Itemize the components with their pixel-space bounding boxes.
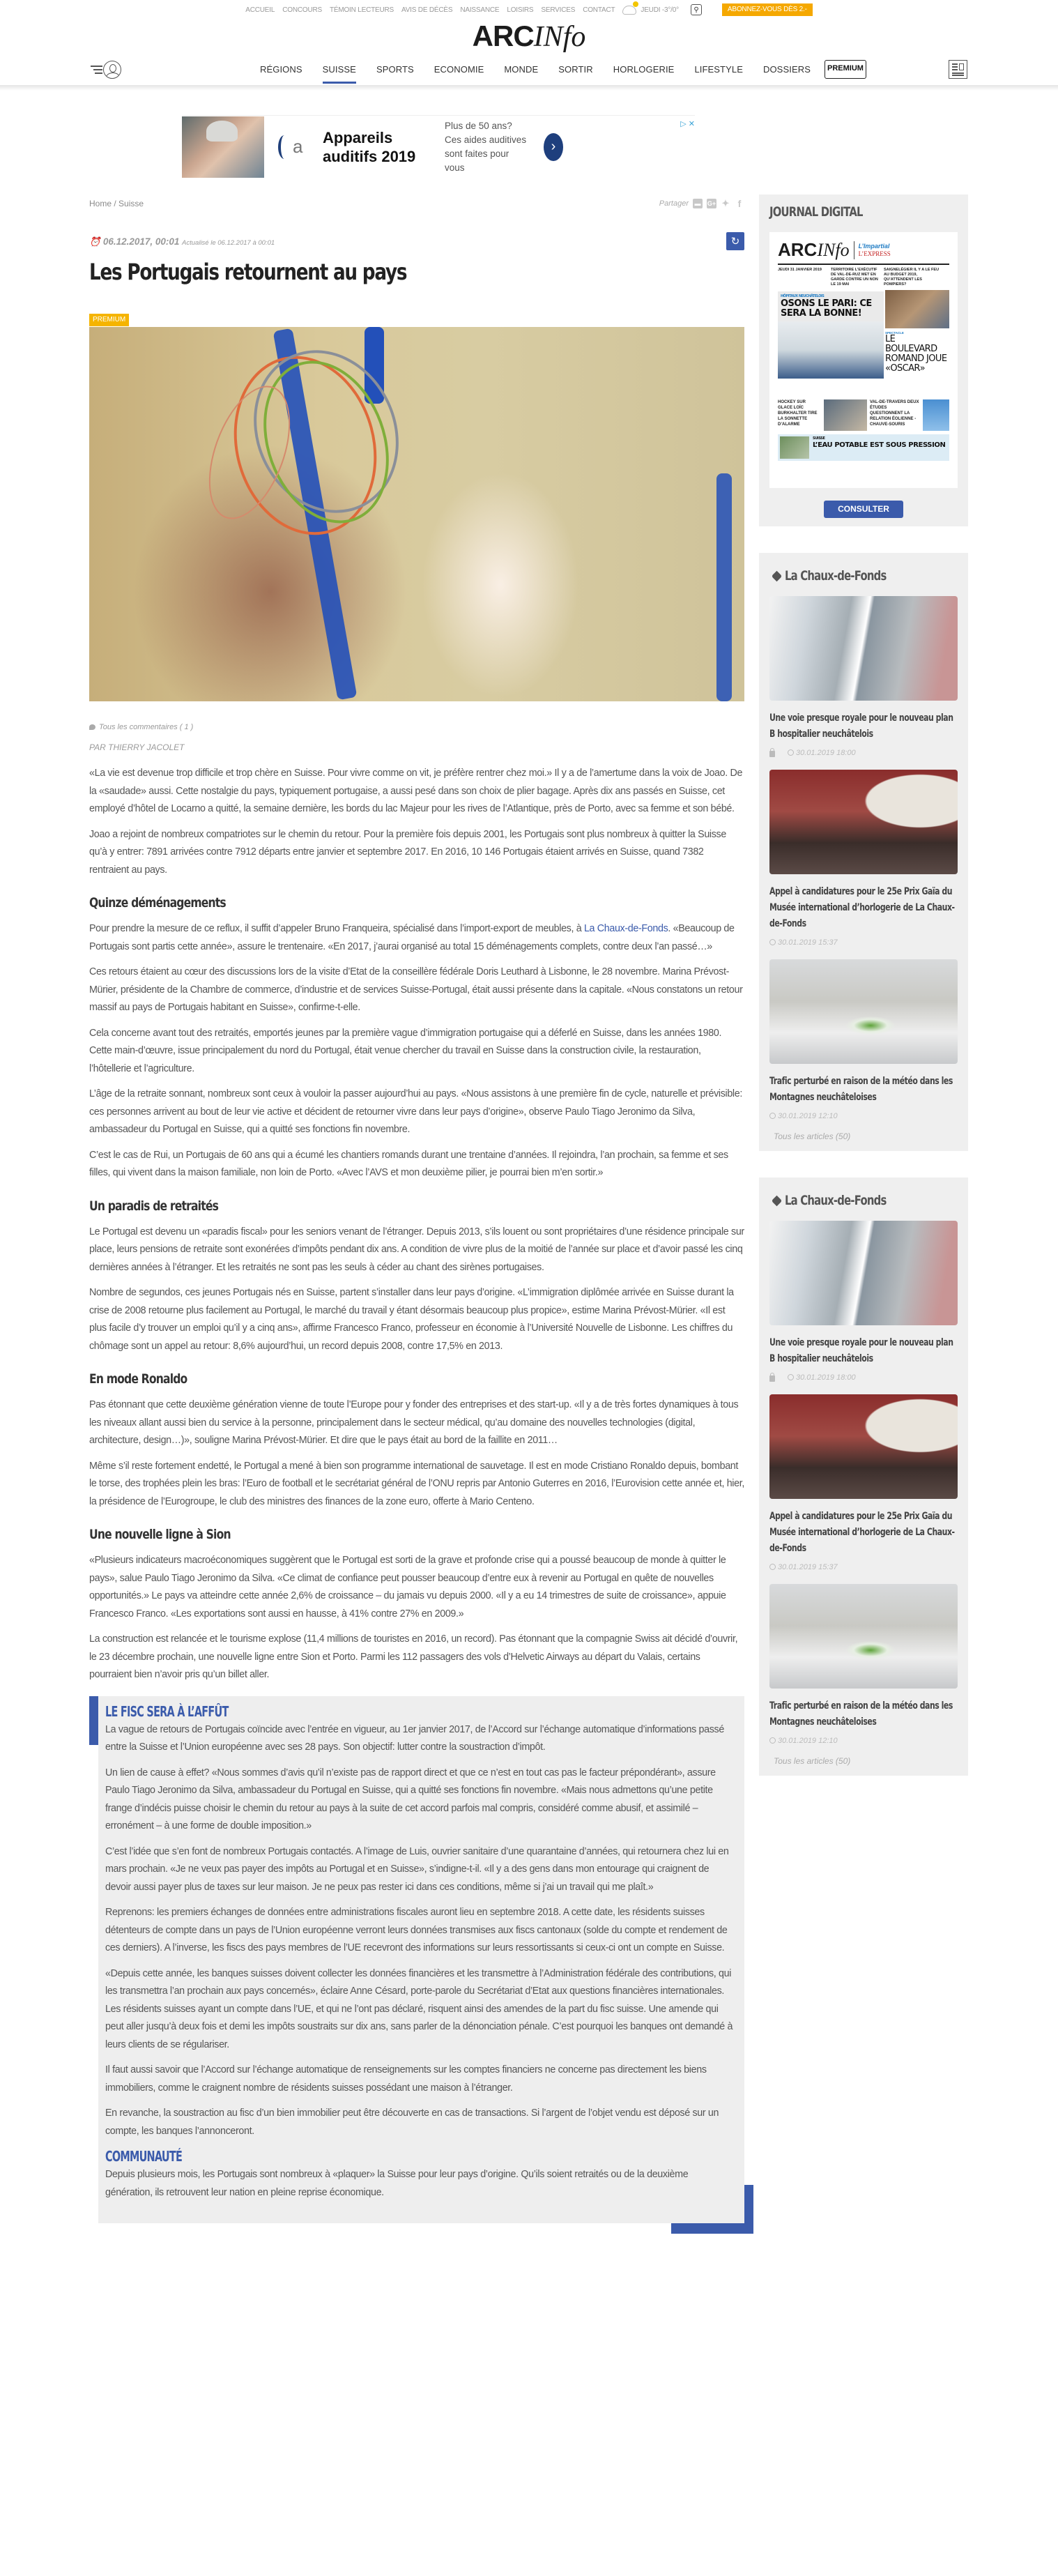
nav-item-horlogerie[interactable]: HORLOGERIE [613,64,675,75]
all-articles-link[interactable]: Tous les articles (50) [774,1131,851,1141]
tag-icon [772,1195,783,1206]
box-paragraph: «Depuis cette année, les banques suisses doivent collecter les données financières et les transmettre à l’Administration fédérale des contributions, qui les transmettra l’an prochain aux pays concernés», éclaire Anne Césard, porte-parole du Secrétariat d’Etat aux questions financières internationales. Les résidents suisses ayant un compte dans l’UE, et qui ne l’ont pas déclaré, risquent ainsi des amendes de la part du fisc suisse. Une amende qui peut aller jusqu’à deux fois et demi les impôts soustraits sur dix ans, sans parler de la dénonciation pénale. C’est pourquoi les banques ont demandé à leurs clients de se régulariser. [105,1967,733,2050]
paragraph: Cela concerne avant tout des retraités, emportés jeunes par la première vague d’immigration portugaise qui a déferlé en Suisse, dans les années 1980. Cette main-d’œuvre, issue principalement du nord du Portugal, était venue chercher du travail en Suisse dans la construction civile, la restauration, l’hôtellerie et l’agriculture. [89,1027,722,1074]
publish-date: 06.12.2017, 00:01 [102,236,180,247]
facebook-icon[interactable]: f [737,198,742,209]
comments-link[interactable] [89,723,193,731]
epaper-icon[interactable] [949,60,967,79]
hero-image [89,327,744,701]
nav-item-monde[interactable]: MONDE [504,64,539,75]
share-label: Partager [659,199,689,208]
ad-arrow-button[interactable] [544,133,563,161]
ad-choices-icon[interactable]: ▷ ✕ [680,120,695,128]
paragraph-text: Pour prendre la mesure de ce reflux, il suffit d’appeler Bruno Franqueira, spécialisé dans l’import-export de meubles, à [89,923,584,934]
lock-icon [769,1375,775,1382]
comment-icon [89,724,95,730]
section-heading: Un paradis de retraités [89,1198,219,1214]
list-item[interactable] [769,1221,958,1382]
cover-pub-express: L’EXPRESS [858,250,891,257]
consult-button[interactable]: CONSULTER [824,501,903,518]
article-body [89,765,744,2223]
article-title: Les Portugais retournent au pays [89,259,407,285]
util-link-concours[interactable]: CONCOURS [282,6,322,14]
nav-item-suisse[interactable]: SUISSE [323,64,356,79]
nav-item-sports[interactable]: SPORTS [376,64,414,75]
article-headline[interactable]: Appel à candidatures pour le 25e Prix Gaïa du Musée international d’horlogerie de La Chaux-de-Fonds [769,886,955,929]
info-box [89,1696,744,2224]
cover-date: JEUDI 31 JANVIER 2019 [778,268,822,272]
article-time: 30.01.2019 15:37 [778,938,838,947]
premium-badge: PREMIUM [89,314,129,326]
cover-teaser: TERRITOIRE L’EXÉCUTIF DE VAL-DE-RUZ MET EN GARDE CONTRE UN NON LE 19 MAI [831,268,878,287]
sidebar [759,195,968,1802]
article-thumbnail[interactable] [769,1394,958,1499]
util-link-accueil[interactable]: ACCUEIL [245,6,275,14]
paragraph: C’est le cas de Rui, un Portugais de 60 ans qui a écumé les chantiers romands durant une trentaine d’années. Il rejoindra, l’an prochain, sa femme et ses filles, qui vivent dans la maison familiale, non loin de Porto. «Avec l’AVS et mon deuxième pilier, je pourrai bien m’en sortir.» [89,1149,728,1178]
article-headline[interactable]: Trafic perturbé en raison de la météo dans les Montagnes neuchâteloises [769,1076,953,1103]
cover-kicker: HÔPITAUX NEUCHÂTELOIS [781,294,825,298]
paragraph: «Plusieurs indicateurs macroéconomiques suggèrent que le Portugal est sorti de la grave et profonde crise qui a poussé beaucoup de monde à quitter le pays», salue Paulo Tiago Jeronimo da Silva. «Ce climat de confiance peut pousser beaucoup d’entre eux à revenir au Portugal en quête de nouvelles opportunités.» Le pays va atteindre cette année 2,6% de croissance – du jamais vu depuis 2000. «Il y a eu 14 trimestres de suite de croissance», appuie Francesco Franco. «Les exportations sont aussi en hausse, à 41% contre 27% en 2009.» [89,1555,726,1619]
cover-teaser: VAL-DE-TRAVERS DEUX ÉTUDES QUESTIONNENT LA RELATION ÉOLIENNE - CHAUVE-SOURIS [870,400,919,427]
ad-title: Appareils auditifs 2019 [323,128,416,165]
cover-kicker: SUISSE [813,436,825,441]
list-item[interactable] [769,1394,958,1571]
article-time: 30.01.2019 18:00 [796,1373,856,1382]
article-headline[interactable]: Une voie presque royale pour le nouveau plan B hospitalier neuchâtelois [769,712,953,740]
journal-digital-title: JOURNAL DIGITAL [769,204,863,220]
logo-arc: ARC [472,20,534,52]
author-byline: PAR THIERRY JACOLET [89,742,185,752]
nav-item-lifestyle[interactable]: LIFESTYLE [694,64,743,75]
clock-icon [788,749,794,756]
paragraph: Pas étonnant que cette deuxième génération vienne de toute l’Europe pour y fonder des entreprises et des start-up. «Il y a de très fortes dynamiques à tous les niveaux allant aussi bien du service à la personne, principalement dans le secteur médical, qu’au domaine des nouvelles technologies (digital, architecture, design…)», souligne Marina Prévost-Mürier. Et dire que le pays était au bord de la faillite en 2011… [89,1399,739,1446]
refresh-icon: ↻ [730,236,740,247]
box-paragraph: Il faut aussi savoir que l’Accord sur l’échange automatique de renseignements sur les comptes financiers ne concerne pas directement les biens immobiliers, comme le craignent nombre de résidents suisses possédant une maison à l’étranger. [105,2064,707,2094]
refresh-button[interactable] [726,232,744,250]
box-subtitle: COMMUNAUTÉ [105,2148,183,2165]
all-articles-link[interactable]: Tous les articles (50) [774,1756,851,1766]
paragraph: Ces retours étaient au cœur des discussions lors de la visite d’Etat de la conseillère fédérale Doris Leuthard à Lisbonne, le 28 novembre. Marina Prévost-Mürier, présidente de la Chambre de commerce, d’industrie et de services Suisse-Portugal, était aussi présente dans la capitale. «Nous constatons un retour massif au pays de Portugais habitant en Suisse», confirme-t-elle. [89,966,743,1013]
print-icon[interactable]: ▬ [693,199,703,208]
updated-date: Actualisé le 06.12.2017 à 00:01 [182,239,275,247]
cover-headline [778,291,884,321]
article-headline[interactable]: Appel à candidatures pour le 25e Prix Gaïa du Musée international d’horlogerie de La Chaux-de-Fonds [769,1511,955,1554]
section-heading: Une nouvelle ligne à Sion [89,1527,231,1542]
cover-teaser: HOCKEY SUR GLACE LOÏC BURKHALTER TIRE LA SONNETTE D’ALARME [778,400,818,427]
cover-masthead [778,239,949,265]
article-time: 30.01.2019 12:10 [778,1112,838,1120]
util-link-services[interactable]: SERVICES [541,6,576,14]
util-link-naissance[interactable]: NAISSANCE [460,6,500,14]
article-thumbnail[interactable] [769,1584,958,1689]
box-paragraph: Reprenons: les premiers échanges de données entre administrations fiscales auront lieu en septembre 2018. A cette date, les résidents suisses détenteurs de compte dans un pays de l’Union européenne verront leurs données transmises aux fiscs cantonaux (solde du compte et rendement de ces derniers). A l’inverse, les fiscs des pays membres de l’UE recevront des informations sur leurs ressortissants si ceux-ci ont un compte en Suisse. [105,1907,728,1953]
paragraph: La construction est relancée et le tourisme explose (11,4 millions de touristes en 2016, un record). Pas étonnant que la compagnie Swiss ait décidé d’ouvrir, le 23 décembre prochain, une nouvelle ligne entre Sion et Porto. Parmi les 112 passagers des vols d’Helvetic Airways au départ du Valais, certains pourraient bien n’avoir pris qu’un billet aller. [89,1633,738,1680]
utility-bar [0,3,1058,17]
widget-title[interactable]: La Chaux-de-Fonds [785,568,887,584]
article-time: 30.01.2019 15:37 [778,1563,838,1571]
nav-premium-button[interactable]: PREMIUM [825,60,866,79]
google-plus-icon[interactable]: G+ [707,200,716,207]
comments-count: Tous les commentaires ( 1 ) [99,723,194,731]
util-link-temoin-lecteurs[interactable]: TÉMOIN LECTEURS [329,6,394,14]
paragraph: Même s’il reste fortement endetté, le Portugal a mené à bien son programme international de sauvetage. Il est en mode Cristiano Ronaldo depuis, bombant le torse, des trophées plein les bras: l’Euro de football et le secrétariat général de l’ONU repris par Antonio Guterres en 2016, l’Eurovision cette année et, hier, la présidence de l’Eurogroupe, le club des ministres des finances de la zone euro, offerte à Mario Centeno. [89,1460,744,1507]
dateline [89,236,275,247]
cover-kicker: SPECTACLE [885,331,904,335]
epaper-cover[interactable] [769,232,958,488]
nav-item-economie[interactable]: ECONOMIE [434,64,484,75]
cover-pub-impartial: L’Impartial [858,242,890,250]
twitter-icon[interactable]: ✦ [721,198,730,208]
partly-cloudy-icon [622,6,636,15]
advertisement-banner[interactable] [182,115,695,178]
clock-icon [788,1374,794,1380]
cover-photo [780,436,809,459]
article-time: 30.01.2019 18:00 [796,749,856,757]
subscribe-button[interactable]: ABONNEZ-VOUS DÈS 2.- [722,3,813,16]
cover-bottom-headline: L’EAU POTABLE EST SOUS PRESSION [813,441,946,449]
chevron-right-icon: › [551,139,556,154]
clock-icon [769,1113,776,1119]
tag-widget [759,553,968,1151]
clock-icon [769,1737,776,1744]
list-item[interactable] [769,770,958,947]
article [89,198,744,2198]
lock-icon [769,751,775,757]
article-thumbnail[interactable] [769,596,958,701]
tag-widget [759,1178,968,1776]
paragraph: Le Portugal est devenu un «paradis fiscal» pour les seniors venant de l’étranger. Depuis 2013, s’ils louent ou sont propriétaires d’une résidence principale sur place, leurs pensions de retraite sont exonérées d’impôts pendant dix ans. A condition de vivre plus de la moitié de l’année sur place et d’avoir passé les cinq dernières années à l’étranger. Et les retraités ne sont pas les seuls à céder au chant des sirènes portugaises. [89,1226,744,1273]
sound-wave-icon [278,135,291,159]
main-nav [0,60,1058,81]
paragraph: Nombre de segundos, ces jeunes Portugais nés en Suisse, partent s’installer dans leur pays d’origine. «L’immigration diplômée arrivée en Suisse durant la crise de 2008 retourne plus facilement au Portugal, le marché du travail y étant désormais beaucoup plus propice», estime Marina Prévost-Mürier. «Il est plus facile d’y trouver un emploi qu’il y a cinq ans», affirme Francesco Franco, professeur en économie à l’Université Nouvelle de Lisbonne. Les chiffres du chômage sont un appel au retour: 8,6% aujourd’hui, un record depuis 2008, contre 17,5% en 2013. [89,1287,734,1352]
article-thumbnail[interactable] [769,770,958,874]
cover-logo-b: INfo [817,240,850,260]
cover-headline-text: OSONS LE PARI: CE SERA LA BONNE! [781,298,872,319]
clock-icon: ⏰ [89,236,101,247]
paragraph [89,920,744,956]
menu-button[interactable] [91,61,121,79]
box-paragraph: En revanche, la soustraction au fisc d’un bien immobilier peut être découverte en cas de transactions. Si l’argent de l’objet vendu est déposé sur un compte, les banques l’annonceront. [105,2108,719,2137]
nav-item-regions[interactable]: RÉGIONS [260,64,302,75]
cover-photo [824,399,867,431]
article-time: 30.01.2019 12:10 [778,1737,838,1745]
paragraph: Joao a rejoint de nombreux compatriotes sur le chemin du retour. Pour la première fois depuis 2001, les Portugais sont plus nombreux à quitter la Suisse qu’à y entrer: 7891 arrivées contre 7912 départs entre janvier et septembre 2017. En 2016, 10 146 Portugais étaient arrivés en Suisse, quand 7382 rentraient au pays. [89,828,726,876]
user-icon [103,61,121,79]
article-headline[interactable]: Trafic perturbé en raison de la météo dans les Montagnes neuchâteloises [769,1700,953,1728]
weather-text: JEUDI -3°/0° [641,6,679,14]
logo-info: INfo [533,21,586,53]
la-chaux-de-fonds-link[interactable]: La Chaux-de-Fonds [583,923,668,934]
cover-photo [885,290,949,328]
ad-brand-logo [278,135,313,159]
cover-logo-a: ARC [778,239,818,260]
list-item[interactable] [769,596,958,757]
paragraph: «La vie est devenue trop difficile et trop chère en Suisse. Pour vivre comme on vit, je préfère rentrer chez moi.» Il y a de l’amertume dans la voix de Joao. De la «saudade» aussi. Cette nostalgie du pays, typiquement portugaise, a aussi pesé dans son choix de plier bagage. Après dix ans passés en Suisse, cet employé d’hôtel de Locarno a quitté, la semaine dernière, les bords du lac Majeur pour les rives de l’Atlantique, près de Porto, avec sa femme et son bébé. [89,768,743,814]
cover-photo [923,399,949,431]
article-thumbnail[interactable] [769,1221,958,1325]
nav-item-sortir[interactable]: SORTIR [558,64,593,75]
box-paragraph: C’est l’idée que s’en font de nombreux Portugais contactés. A l’image de Luis, ouvrier sanitaire d’une quarantaine d’années, qui retournera chez lui en mars prochain. «Je ne veux pas payer des impôts au Portugal et en Suisse», s’indigne-t-il. «Il y a des gens dans mon entourage qui craignent de devoir aussi payer plus de taxes sur leur maison. Je ne peux pas rester ici dans ces conditions, même si j’ai un travail qui me plaît.» [105,1845,729,1893]
util-link-loisirs[interactable]: LOISIRS [507,6,534,14]
share-bar [659,199,744,208]
article-headline[interactable]: Une voie presque royale pour le nouveau plan B hospitalier neuchâtelois [769,1337,953,1364]
box-paragraph: La vague de retours de Portugais coïncide avec l’entrée en vigueur, au 1er janvier 2017, de l’Accord sur l’échange automatique d’informations passé entre la Suisse et l’Union européenne avec ses 28 pays. Son objectif: lutter contre la soustraction d’impôt. [105,1723,724,1753]
list-item[interactable] [769,959,958,1120]
paragraph: L’âge de la retraite sonnant, nombreux sont ceux à vouloir la passer aujourd’hui au pays. «Nous assistons à une première fin de cycle, naturelle et prévisible: ces personnes arrivent au bout de leur vie active et décident de retourner vivre dans leur pays d’origine», observe Paulo Tiago Jeronimo da Silva, ambassadeur du Portugal en Suisse, qui a quitté ses fonctions fin novembre. [89,1088,742,1135]
article-thumbnail[interactable] [769,959,958,1064]
breadcrumb[interactable]: Home / Suisse [89,199,144,208]
site-logo[interactable] [0,20,1058,54]
search-icon: ⚲ [693,6,699,14]
widget-title[interactable]: La Chaux-de-Fonds [785,1193,887,1208]
cover-teaser: SAIGNELÉGIER IL Y A LE FEU AU BUDGET 2019, QU’ATTENDENT LES POMPIERS? [884,268,940,287]
cover-side-headline: LE BOULEVARD ROMAND JOUE «OSCAR» [885,334,947,374]
ad-description: Plus de 50 ans? Ces aides auditives sont faites pour vous [445,120,527,173]
clock-icon [769,1564,776,1570]
paragraph-text: . «Beaucoup de Portugais sont partis cette année», assure le trentenaire. «En 2017, j’aurai organisé au total 15 déménagements complets, contre deux l’an passé…» [89,923,735,952]
hamburger-icon [91,66,102,74]
tag-icon [772,570,783,581]
journal-digital-card [759,195,968,526]
ad-photo [182,116,264,178]
search-button[interactable] [691,4,702,15]
clock-icon [769,939,776,945]
util-link-contact[interactable]: CONTACT [583,6,615,14]
nav-item-dossiers[interactable]: DOSSIERS [762,64,811,75]
cover-photo [778,321,884,379]
box-paragraph: Un lien de cause à effet? «Nous sommes d’avis qu’il n’existe pas de rapport direct et que ce n’est en tout cas pas le facteur prépondérant», assure Paulo Tiago Jeronimo da Silva, ambassadeur du Portugal en Suisse, qui a quitté ses fonctions fin novembre. «Mais nous admettons qu’une petite frange d’indécis puisse choisir le chemin du retour au pays à la suite de cet accord parfois mal compris, considéré comme abusif, et assimilé – erronément – à une forme de double imposition.» [105,1767,716,1831]
util-link-avis-de-deces[interactable]: AVIS DE DÉCÈS [401,6,453,14]
header-divider [0,85,1058,91]
box-paragraph: Depuis plusieurs mois, les Portugais sont nombreux à «plaquer» la Suisse pour leur pays d’origine. Qu’ils soient retraités ou de la deuxième génération, ils retrouvent leur nation en pleine reprise économique. [105,2169,689,2198]
ad-logo-letter: a [293,136,303,157]
section-heading: Quinze déménagements [89,895,226,910]
section-heading: En mode Ronaldo [89,1371,187,1387]
list-item[interactable] [769,1584,958,1745]
box-title: LE FISC SERA À L’AFFÛT [105,1702,229,1720]
weather-widget[interactable] [622,6,679,15]
